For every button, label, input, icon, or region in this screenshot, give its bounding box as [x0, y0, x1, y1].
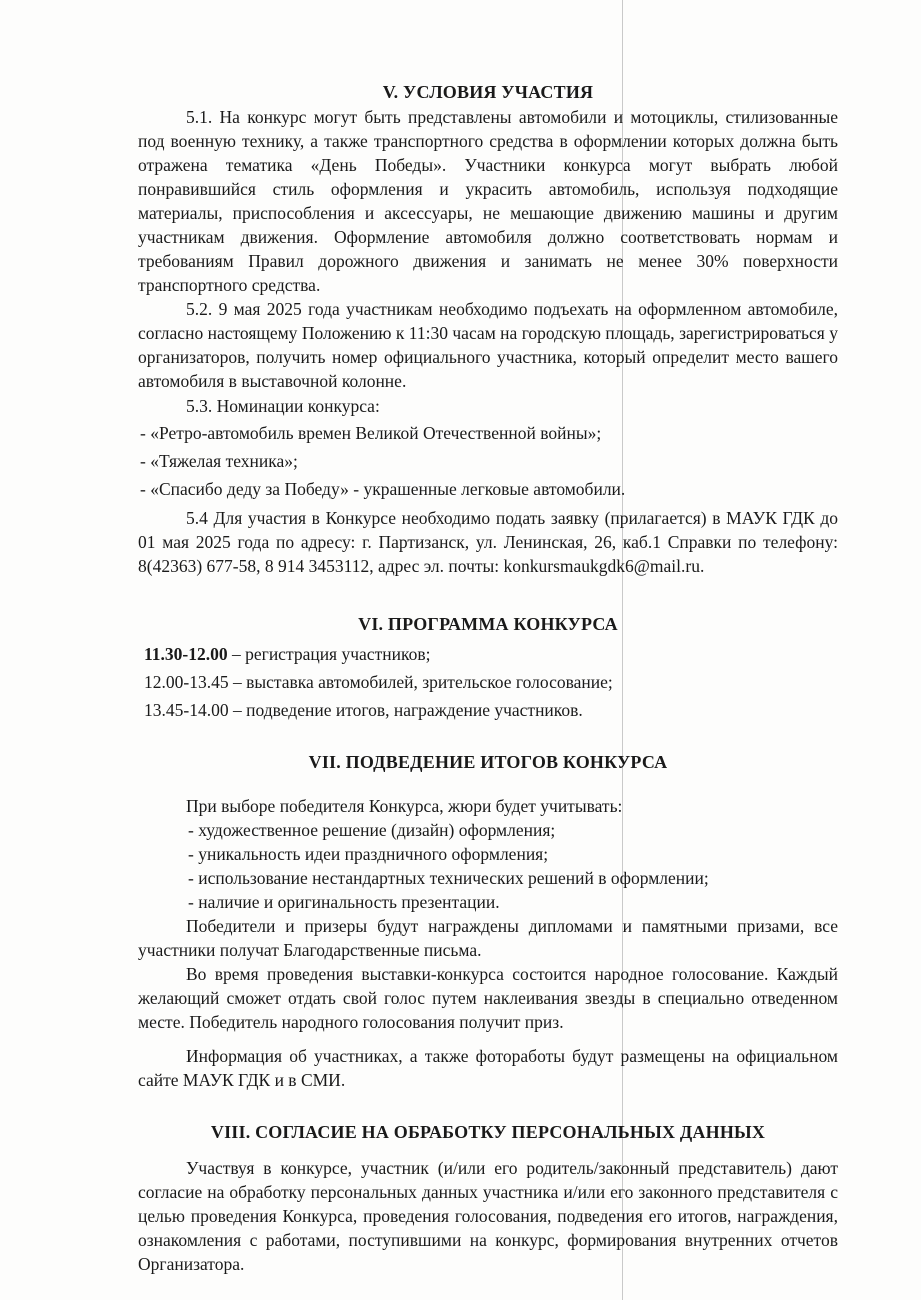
program-text: – подведение итогов, награждение участников.: [228, 700, 583, 720]
section-5-paragraph-3: 5.3. Номинации конкурса:: [186, 396, 380, 416]
section-8-paragraph-1: Участвуя в конкурсе, участник (и/или его родитель/законный представитель) дают согласие на обработку персональных данных участника и/или его законного представителя с целью проведения Конкурса, проведения голосования, подведения его итогов, награждения, ознакомления с работами, поступившими на конкурс, формирования внутренних отчетов Организатора.: [138, 1158, 838, 1274]
section-5-paragraph-1: 5.1. На конкурс могут быть представлены автомобили и мотоциклы, стилизованные под военную технику, а также транспортного средства в оформлении которых должна быть отражена тематика «День Победы». Участники конкурса могут выбрать любой понравившийся стиль оформления и украсить автомобиль, используя подходящие материалы, приспособления и аксессуары, не мешающие движению машины и другим участникам движения. Оформление автомобиля должно соответствовать нормам и требованиям Правил дорожного движения и занимать не менее 30% поверхности транспортного средства.: [138, 107, 838, 295]
section-7-paragraph-3: Информация об участниках, а также фотоработы будут размещены на официальном сайте МАУК ГДК и в СМИ.: [138, 1046, 838, 1090]
nomination-item: - «Тяжелая техника»;: [140, 451, 298, 471]
document-content: [138, 80, 838, 1276]
criteria-item: - наличие и оригинальность презентации.: [188, 892, 500, 912]
program-row: [144, 640, 838, 668]
program-time: 12.00-13.45: [144, 672, 229, 692]
section-7-paragraph-2: Во время проведения выставки-конкурса состоится народное голосование. Каждый желающий сможет отдать свой голос путем наклеивания звезды в специально отведенном месте. Победитель народного голосования получит приз.: [138, 964, 838, 1032]
section-7-paragraph-1: Победители и призеры будут награждены дипломами и памятными призами, все участники получат Благодарственные письма.: [138, 916, 838, 960]
nomination-item: - «Ретро-автомобиль времен Великой Отечественной войны»;: [140, 423, 602, 443]
section-5-title: V. УСЛОВИЯ УЧАСТИЯ: [382, 82, 594, 102]
section-6-title: VI. ПРОГРАММА КОНКУРСА: [358, 614, 618, 634]
program-text: – выставка автомобилей, зрительское голосование;: [228, 672, 613, 692]
criteria-item: - художественное решение (дизайн) оформления;: [188, 820, 556, 840]
nomination-item: - «Спасибо деду за Победу» - украшенные легковые автомобили.: [140, 479, 626, 499]
program-time: 13.45-14.00: [144, 700, 229, 720]
section-5-paragraph-2: 5.2. 9 мая 2025 года участникам необходимо подъехать на оформленном автомобиле, согласно настоящему Положению к 11:30 часам на городскую площадь, зарегистрироваться у организаторов, получить номер официального участника, который определит место вашего автомобиля в выставочной колонне.: [138, 299, 838, 391]
program-list: [144, 640, 838, 724]
program-row: [144, 696, 838, 724]
criteria-item: - уникальность идеи праздничного оформления;: [188, 844, 549, 864]
criteria-item: - использование нестандартных технических решений в оформлении;: [188, 868, 709, 888]
program-time: 11.30-12.00: [144, 644, 228, 664]
program-row: [144, 668, 838, 696]
section-7-title: VII. ПОДВЕДЕНИЕ ИТОГОВ КОНКУРСА: [308, 752, 668, 772]
section-8-title: VIII. СОГЛАСИЕ НА ОБРАБОТКУ ПЕРСОНАЛЬНЫХ ДАННЫХ: [210, 1122, 766, 1142]
program-text: – регистрация участников;: [227, 644, 431, 664]
section-5-paragraph-4: 5.4 Для участия в Конкурсе необходимо подать заявку (прилагается) в МАУК ГДК до 01 мая 2025 года по адресу: г. Партизанск, ул. Ленинская, 26, каб.1 Справки по телефону: 8(42363) 677-58, 8 914 3453112, адрес эл. почты: konkursmaukgdk6@mail.ru.: [138, 508, 838, 576]
criteria-intro: При выборе победителя Конкурса, жюри будет учитывать:: [186, 796, 623, 816]
